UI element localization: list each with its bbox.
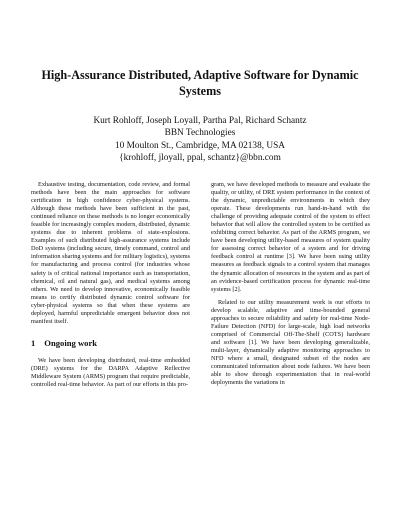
body-paragraph-continued: gram, we have developed methods to measure and evaluate the quality, or utility, of DRE system performance in the context of the dynamic, unpredictable environments in which they operate. These developments run hand-in-hand with the challenge of providing adequate control of the system to effect behavior that will allow the controlled system to be certified as exhibiting correct behavior. As part of the ARMS program, we have been developing utility-based measures of system quality for assessing correct behavior of a system and for driving feedback control at runtime [3]. We have been using utility measures as feedback signals to a control system that manages the dynamic allocation of resources in the system and as part of an evidence-based certification process for dynamic real-time systems [2]. (211, 181, 370, 293)
left-column (31, 181, 190, 389)
right-column (211, 181, 370, 387)
title-line-2: Systems (179, 84, 221, 98)
section-number: 1 (31, 337, 36, 348)
address: 10 Moulton St., Cambridge, MA 02138, USA (115, 140, 285, 151)
paper-title (30, 67, 370, 99)
body-paragraph: We have been developing distributed, real-time embedded (DRE) systems for the DARPA Adaptive Reflective Middleware System (ARMS) program that require predictable, controlled real-time behavior. As part of our efforts in this pro- (31, 356, 190, 388)
affiliation: BBN Technologies (164, 128, 236, 139)
abstract-paragraph: Exhaustive testing, documentation, code review, and formal methods have been the main approaches for software certification in high confidence cyber-physical systems. Although these methods have been sufficient in the past, continued reliance on these methods is no longer economically feasible for increasingly complex modern, distributed, dynamic systems due to inherent problems of state-explosions. Examples of such distributed high-assurance systems include DoD systems (including secure, timely command, control and information sharing systems and for military logistics), systems for manufacturing and process control (for industries whose safety is of critical national importance such as transportation, chemical, oil and natural gas), and medical systems among others. We need to develop innovative, economically feasible means to certify distributed dynamic control software for cyber-physical systems so that when these systems are deployed, harmful unpredictable emergent behavior does not manifest itself. (31, 181, 191, 325)
author-block (20, 115, 380, 165)
author-emails: {krohloff, jloyall, ppal, schantz}@bbn.com (119, 153, 281, 164)
section-heading (31, 338, 190, 348)
author-names: Kurt Rohloff, Joseph Loyall, Partha Pal, Richard Schantz (93, 116, 307, 126)
title-line-1: High-Assurance Distributed, Adaptive Software for Dynamic (41, 68, 359, 82)
body-paragraph: Related to our utility measurement work is our efforts to develop scalable, adaptive and time-bounded general approaches to secure reliability and safety for real-time Node-Failure Detection (NFD) for large-scale, high load networks comprised of Commercial Off-The-Shelf (COTS) hardware and software [1]. We have been developing generalizable, multi-layer, dynamically adaptive monitoring approaches to NFD where a small, designated subset of the nodes are communicated information about node failures. We have been able to show through experimentation that in real-world deployments the variations in (211, 298, 370, 387)
section-title: Ongoing work (44, 337, 98, 348)
